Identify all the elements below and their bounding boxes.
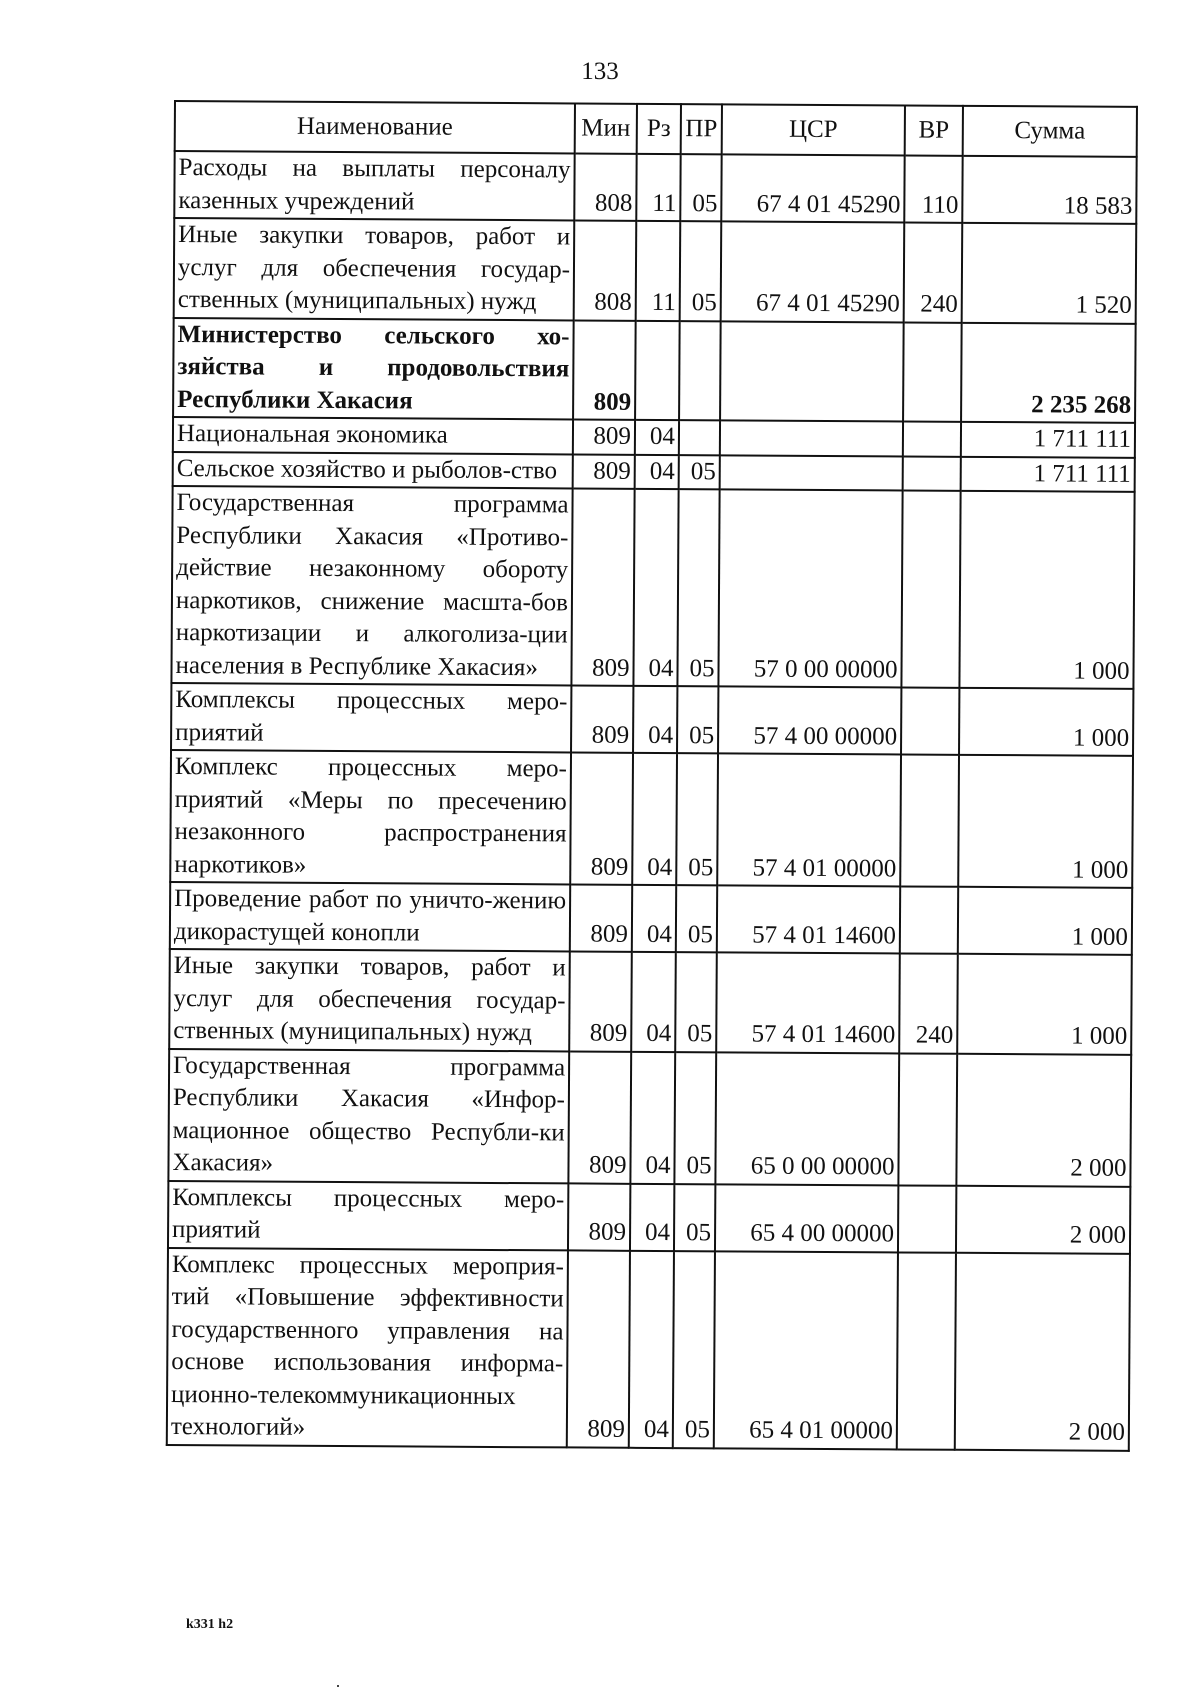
cell-pr	[679, 321, 721, 421]
cell-name: Министерство сельского хо-зяйства и продовольствия Республики Хакасия	[173, 318, 574, 420]
cell-sum: 1 711 111	[961, 456, 1135, 492]
cell-pr: 05	[676, 885, 717, 952]
cell-pr: 05	[674, 1184, 715, 1251]
cell-csr: 57 4 01 14600	[716, 952, 900, 1053]
cell-rz: 04	[630, 1051, 675, 1183]
table-row	[169, 949, 1132, 1054]
cell-sum: 2 000	[956, 1053, 1131, 1186]
cell-sum: 1 711 111	[961, 422, 1135, 458]
table-body	[167, 151, 1137, 1450]
cell-sum: 1 000	[958, 755, 1133, 888]
header-vr: ВР	[905, 105, 963, 155]
cell-csr: 57 4 01 00000	[717, 753, 901, 886]
cell-vr	[903, 456, 961, 491]
cell-min: 809	[570, 884, 632, 951]
budget-table	[166, 100, 1138, 1451]
table-row	[171, 683, 1133, 756]
cell-rz: 04	[635, 420, 679, 455]
cell-name: Иные закупки товаров, работ и услуг для обеспечения государ-ственных (муниципальных) нужд	[169, 949, 570, 1051]
cell-name: Государственная программа Республики Хакасия «Инфор-мационное общество Республи-ки Хакасия»	[168, 1048, 569, 1182]
cell-csr: 57 0 00 00000	[718, 489, 902, 687]
cell-name: Комплекс процессных меро-приятий «Меры по пресечению незаконного распространения наркотиков»	[170, 750, 571, 884]
cell-rz: 04	[631, 952, 676, 1052]
cell-min: 809	[568, 1183, 630, 1250]
cell-vr	[903, 421, 961, 456]
table-row	[170, 750, 1133, 888]
cell-min: 808	[574, 220, 637, 320]
table-row	[171, 486, 1134, 689]
cell-pr: 05	[680, 154, 721, 221]
cell-csr	[720, 420, 903, 456]
cell-name: Комплексы процессных меро-приятий	[171, 683, 571, 752]
cell-pr: 05	[680, 221, 722, 321]
page-number: 133	[581, 58, 619, 85]
cell-name: Национальная экономика	[173, 417, 573, 454]
cell-min: 809	[571, 488, 634, 685]
cell-pr: 05	[679, 455, 720, 490]
table-row	[168, 1048, 1131, 1186]
table-header-row	[175, 101, 1137, 157]
cell-sum: 1 000	[958, 887, 1132, 955]
cell-rz: 04	[629, 1250, 674, 1447]
cell-rz: 04	[632, 885, 676, 952]
cell-csr	[720, 455, 903, 491]
cell-csr: 65 0 00 00000	[715, 1052, 899, 1185]
cell-sum: 2 235 268	[961, 322, 1136, 423]
cell-name: Иные закупки товаров, работ и услуг для обеспечения государ-ственных (муниципальных) нужд	[174, 218, 575, 320]
cell-vr	[898, 1185, 956, 1252]
cell-sum: 2 000	[955, 1252, 1130, 1450]
cell-name: Проведение работ по уничто-жению дикорастущей конопли	[170, 882, 570, 951]
table-row	[174, 151, 1136, 224]
cell-rz: 04	[635, 454, 679, 489]
cell-csr: 65 4 00 00000	[715, 1184, 898, 1252]
cell-min: 809	[570, 752, 633, 884]
header-sum: Сумма	[963, 106, 1137, 157]
scan-speck	[337, 1685, 339, 1687]
cell-name: Комплексы процессных меро-приятий	[168, 1180, 568, 1249]
cell-rz: 11	[636, 221, 681, 321]
cell-vr	[900, 754, 959, 886]
cell-pr: 05	[676, 753, 718, 885]
cell-vr	[901, 490, 960, 687]
cell-min: 808	[574, 153, 636, 220]
cell-name: Расходы на выплаты персоналу казенных учреждений	[174, 151, 574, 220]
cell-vr	[898, 1053, 957, 1185]
header-csr: ЦСР	[722, 104, 905, 155]
cell-rz: 11	[636, 154, 680, 221]
cell-vr	[897, 1252, 956, 1449]
table-row	[174, 218, 1137, 323]
cell-vr: 240	[904, 222, 963, 322]
cell-csr: 65 4 01 00000	[714, 1251, 898, 1449]
cell-sum: 18 583	[962, 156, 1136, 224]
cell-rz: 04	[633, 686, 677, 753]
cell-pr: 05	[677, 686, 718, 753]
cell-pr: 05	[675, 952, 717, 1052]
cell-sum: 1 000	[959, 688, 1133, 756]
cell-min: 809	[569, 951, 632, 1051]
cell-vr	[903, 322, 962, 422]
header-name: Наименование	[175, 101, 575, 153]
cell-sum: 1 520	[962, 223, 1137, 324]
cell-csr: 57 4 00 00000	[718, 686, 901, 754]
header-min: Мин	[575, 103, 637, 153]
cell-min: 809	[573, 320, 636, 420]
header-rz: Рз	[637, 104, 681, 154]
cell-min: 809	[571, 685, 633, 752]
cell-vr	[900, 886, 958, 953]
table-row	[173, 318, 1136, 423]
cell-csr: 67 4 01 45290	[721, 221, 905, 322]
cell-rz: 04	[632, 753, 677, 885]
cell-vr	[901, 687, 959, 754]
cell-csr	[720, 321, 904, 422]
table-row	[167, 1247, 1130, 1450]
cell-vr: 110	[904, 155, 962, 222]
cell-min: 809	[573, 454, 635, 489]
cell-min: 809	[568, 1051, 631, 1183]
cell-min: 809	[573, 419, 635, 454]
cell-rz: 04	[630, 1183, 674, 1250]
table-row	[170, 882, 1132, 955]
cell-pr: 05	[674, 1052, 716, 1184]
cell-name: Сельское хозяйство и рыболов-ство	[173, 451, 573, 488]
table-row	[173, 451, 1135, 491]
cell-pr	[679, 420, 720, 455]
cell-csr: 67 4 01 45290	[721, 154, 904, 222]
cell-rz: 04	[633, 489, 678, 686]
cell-sum: 1 000	[957, 954, 1132, 1055]
cell-csr: 57 4 01 14600	[717, 885, 900, 953]
footer-code: k331 h2	[186, 1617, 234, 1632]
cell-name: Государственная программа Республики Хакасия «Противо-действие незаконному обороту наркотиков, снижение масшта-бов наркотизации и алкоголиза-ции населения в Республике Хакасия»	[171, 486, 572, 685]
table-row	[168, 1180, 1130, 1253]
cell-vr: 240	[899, 953, 958, 1053]
table-row	[173, 417, 1135, 457]
header-pr: ПР	[681, 104, 722, 154]
cell-sum: 2 000	[956, 1185, 1130, 1253]
cell-name: Комплекс процессных мероприя-тий «Повышение эффективности государственного управления на основе использования информа-ционно-телекоммуникационных технологий»	[167, 1247, 568, 1446]
cell-pr: 05	[677, 489, 719, 686]
cell-min: 809	[567, 1250, 630, 1447]
cell-rz	[635, 320, 680, 420]
cell-sum: 1 000	[959, 491, 1134, 689]
cell-pr: 05	[673, 1251, 715, 1448]
